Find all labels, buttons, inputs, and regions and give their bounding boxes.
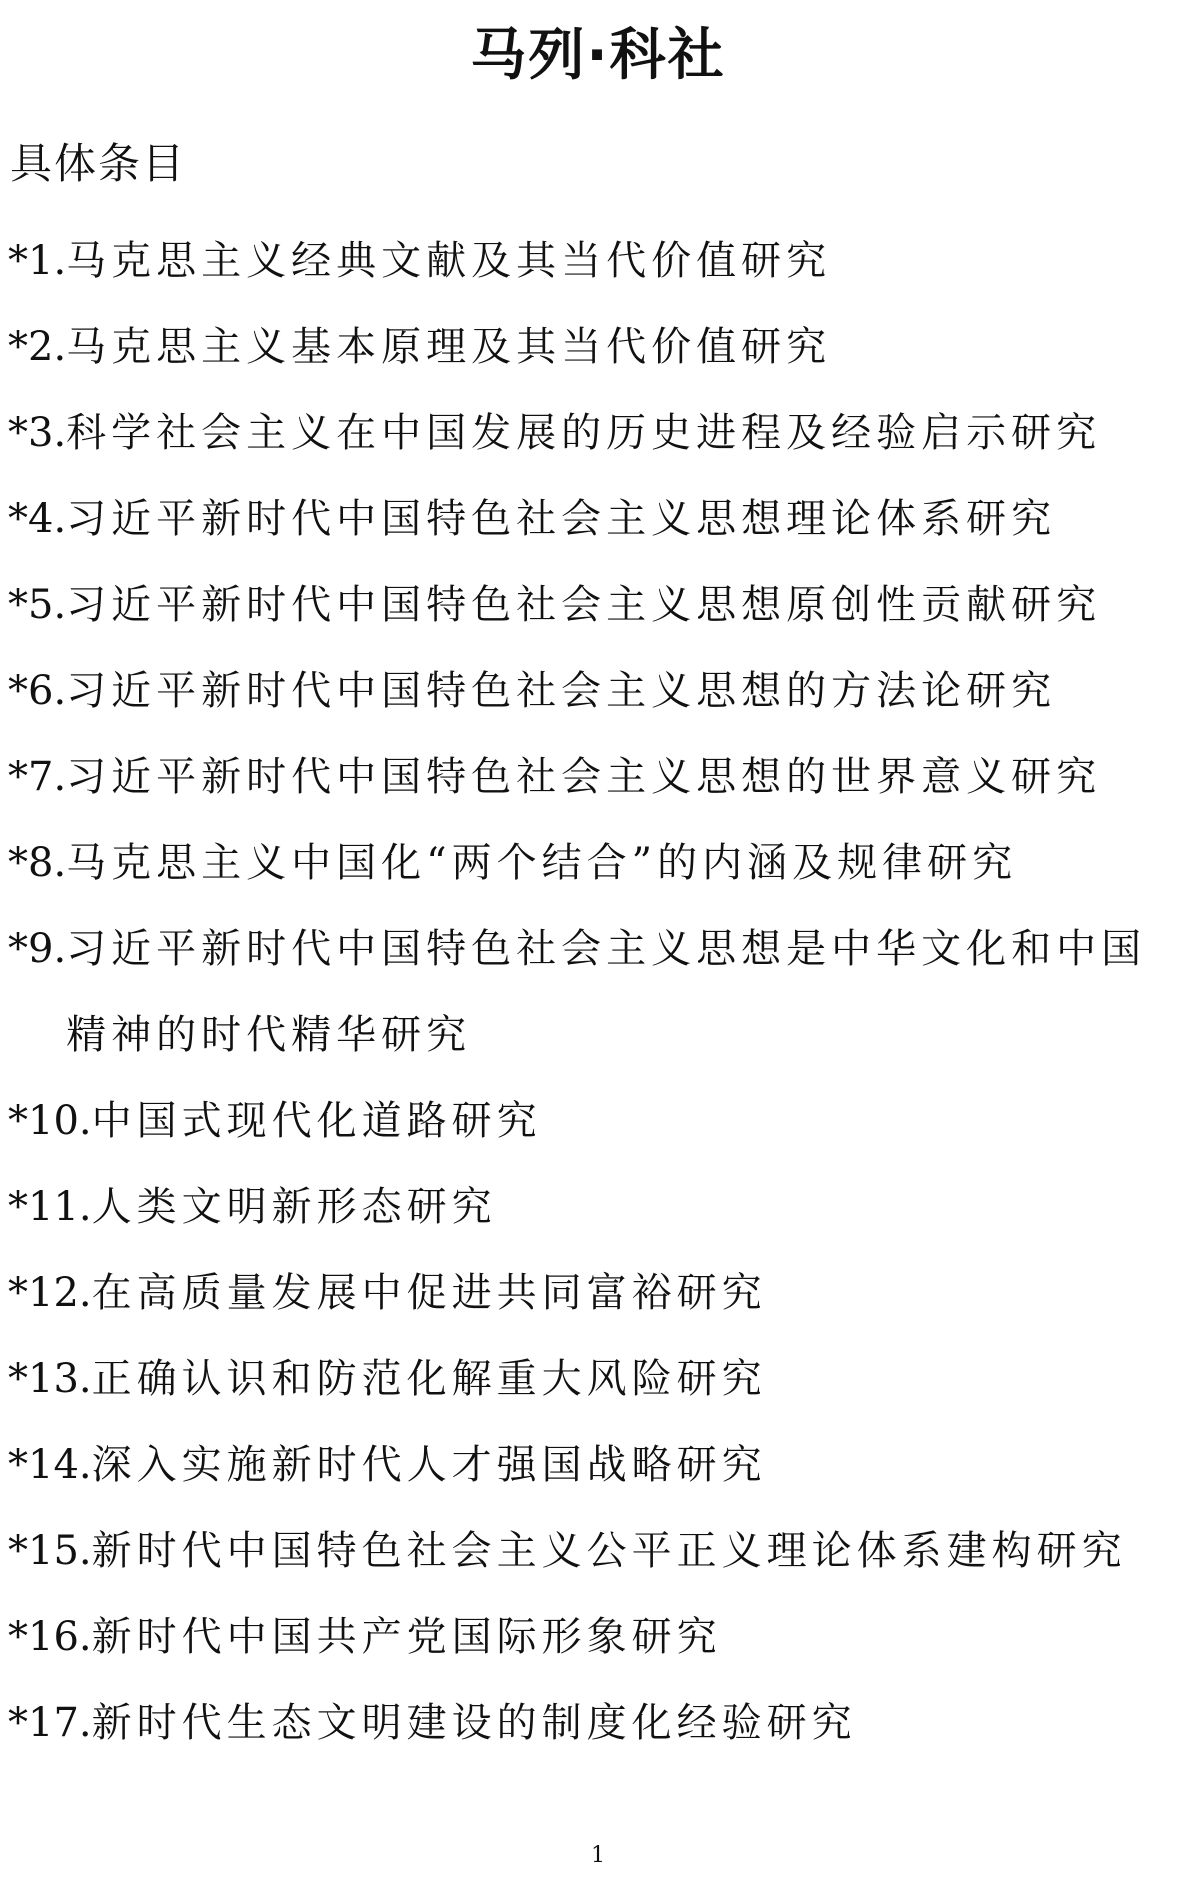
list-item (8, 1422, 1188, 1508)
item-number: *11. (8, 1184, 92, 1230)
item-number: *7. (8, 754, 67, 800)
item-text: 马克思主义经典文献及其当代价值研究 (66, 238, 832, 284)
item-number: *14. (8, 1442, 92, 1488)
item-text: 习近平新时代中国特色社会主义思想是中华文化和中国精神的时代精华研究 (66, 926, 1147, 1058)
item-number: *4. (8, 496, 67, 542)
item-number: *15. (8, 1528, 92, 1574)
item-text: 习近平新时代中国特色社会主义思想理论体系研究 (66, 496, 1057, 542)
section-heading: 具体条目 (10, 139, 187, 188)
item-number: *10. (8, 1098, 92, 1144)
item-text: 人类文明新形态研究 (91, 1184, 497, 1230)
item-text: 习近平新时代中国特色社会主义思想的方法论研究 (66, 668, 1057, 714)
item-text: 马克思主义中国化“两个结合”的内涵及规律研究 (66, 840, 1018, 886)
item-number: *8. (8, 840, 67, 886)
item-number: *1. (8, 238, 67, 284)
item-text: 马克思主义基本原理及其当代价值研究 (66, 324, 832, 370)
item-text: 在高质量发展中促进共同富裕研究 (91, 1270, 767, 1316)
list-item (8, 1594, 1188, 1680)
item-text: 正确认识和防范化解重大风险研究 (91, 1356, 767, 1402)
list-item (8, 476, 1188, 562)
list-item (8, 1250, 1188, 1336)
item-text: 新时代中国共产党国际形象研究 (91, 1614, 722, 1660)
item-number: *13. (8, 1356, 92, 1402)
item-text: 新时代中国特色社会主义公平正义理论体系建构研究 (91, 1528, 1127, 1574)
list-item (8, 1164, 1188, 1250)
list-item (8, 1680, 1188, 1766)
list-item (8, 648, 1188, 734)
list-item (8, 304, 1188, 390)
page-number: 1 (591, 1843, 605, 1868)
item-number: *9. (8, 926, 67, 972)
item-text: 科学社会主义在中国发展的历史进程及经验启示研究 (66, 410, 1102, 456)
item-text: 习近平新时代中国特色社会主义思想原创性贡献研究 (66, 582, 1102, 628)
item-number: *12. (8, 1270, 92, 1316)
item-number: *2. (8, 324, 67, 370)
list-item (8, 906, 1188, 1078)
list-item (8, 820, 1188, 906)
list-item (8, 1508, 1188, 1594)
list-item (8, 1078, 1188, 1164)
page-title: 马列·科社 (470, 23, 726, 88)
item-text: 深入实施新时代人才强国战略研究 (91, 1442, 767, 1488)
item-text: 习近平新时代中国特色社会主义思想的世界意义研究 (66, 754, 1102, 800)
item-number: *6. (8, 668, 67, 714)
item-text: 中国式现代化道路研究 (91, 1098, 542, 1144)
list-item (8, 562, 1188, 648)
item-number: *16. (8, 1614, 92, 1660)
item-number: *17. (8, 1700, 92, 1746)
item-list (8, 218, 1188, 1766)
list-item (8, 1336, 1188, 1422)
item-text: 新时代生态文明建设的制度化经验研究 (91, 1700, 857, 1746)
list-item (8, 390, 1188, 476)
list-item (8, 734, 1188, 820)
item-number: *5. (8, 582, 67, 628)
list-item (8, 218, 1188, 304)
item-number: *3. (8, 410, 67, 456)
